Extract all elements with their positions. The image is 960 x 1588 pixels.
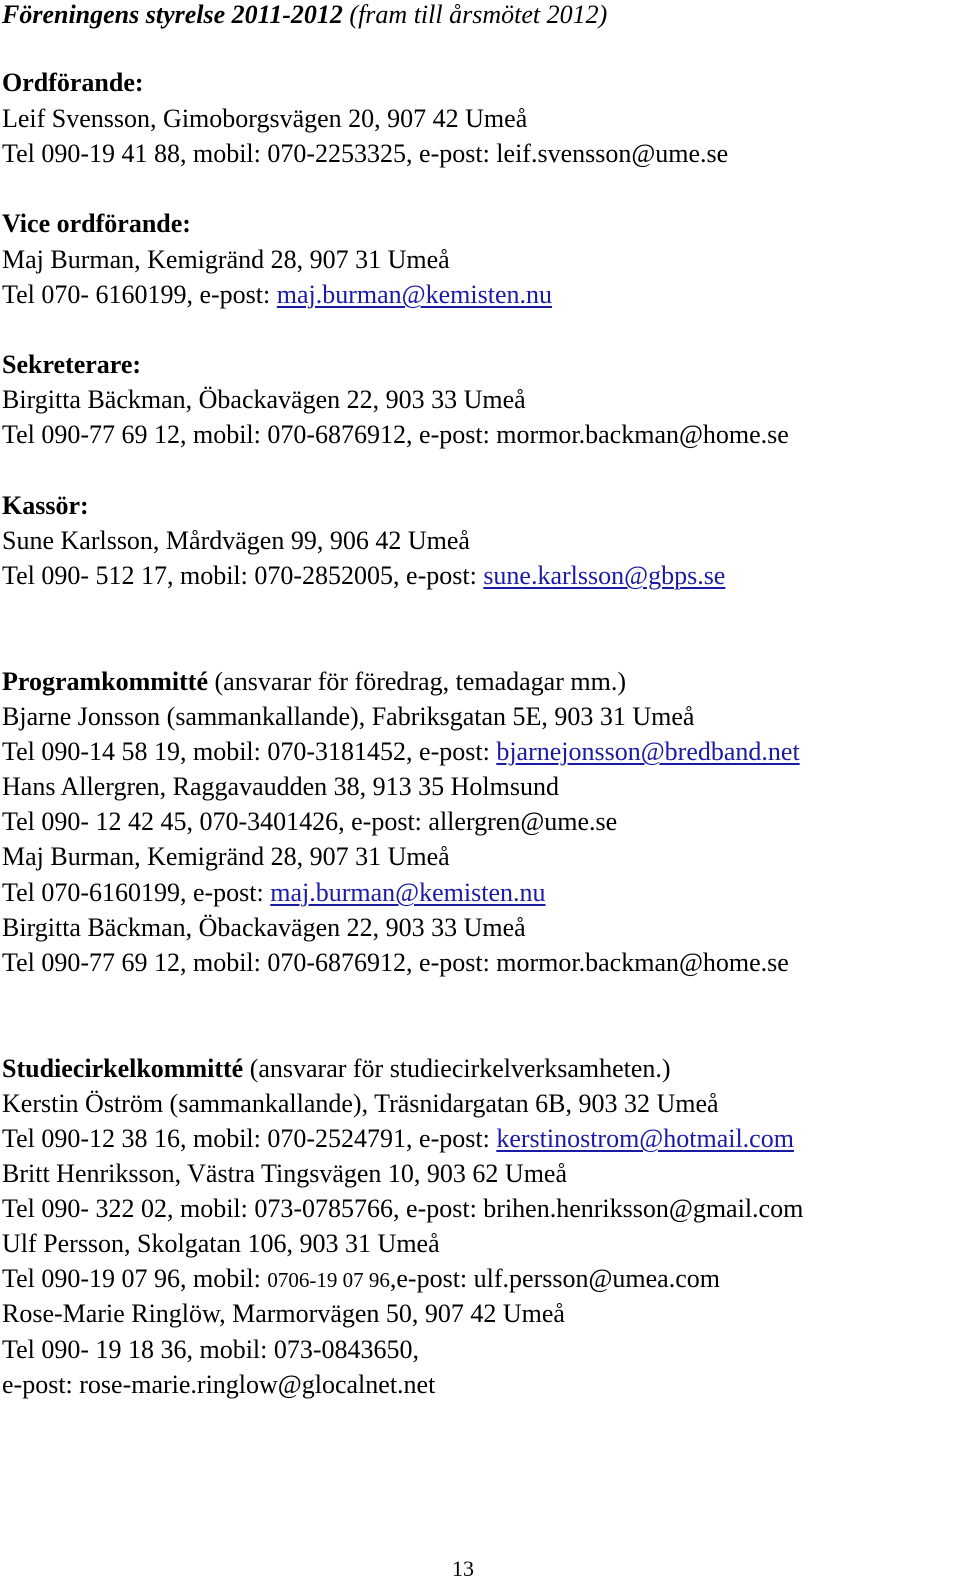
program-line-6-text: Tel 070-6160199, e-post: [2,878,271,907]
study-line-2-text: Tel 090-12 38 16, mobil: 070-2524791, e-post: [2,1124,497,1153]
treasurer-contact-text: Tel 090- 512 17, mobil: 070-2852005, e-post: [2,561,484,590]
study-line-5: Ulf Persson, Skolgatan 106, 903 31 Umeå [2,1229,440,1258]
study-line-7: Rose-Marie Ringlöw, Marmorvägen 50, 907 42 Umeå [2,1299,565,1328]
secretary-address: Birgitta Bäckman, Öbackavägen 22, 903 33 Umeå [2,385,526,414]
chair-heading: Ordförande: [2,68,144,97]
program-committee-heading [2,667,626,697]
study-email-link-kerstin[interactable]: kerstinostrom@hotmail.com [496,1124,794,1153]
program-line-2-text: Tel 090-14 58 19, mobil: 070-3181452, e-post: [2,737,497,766]
study-line-6 [2,1264,720,1295]
title-text: Föreningens styrelse 2011-2012 [2,0,343,29]
vice-chair-email-link[interactable]: maj.burman@kemisten.nu [276,280,552,309]
vice-chair-contact-text: Tel 070- 6160199, e-post: [2,280,277,309]
program-line-6 [2,878,546,908]
treasurer-heading: Kassör: [2,491,89,520]
program-line-5: Maj Burman, Kemigränd 28, 907 31 Umeå [2,842,450,871]
study-line-8: Tel 090- 19 18 36, mobil: 073-0843650, [2,1335,420,1364]
program-line-7: Birgitta Bäckman, Öbackavägen 22, 903 33 Umeå [2,913,526,942]
page-number: 13 [452,1556,474,1581]
treasurer-email-link[interactable]: sune.karlsson@gbps.se [483,561,726,590]
secretary-heading: Sekreterare: [2,350,142,379]
program-line-3: Hans Allergren, Raggavaudden 38, 913 35 Holmsund [2,772,559,801]
program-email-link-maj[interactable]: maj.burman@kemisten.nu [270,878,546,907]
program-email-link-bjarne[interactable]: bjarnejonsson@bredband.net [496,737,800,766]
page-title [2,0,607,30]
study-line-2 [2,1124,794,1154]
chair-contact: Tel 090-19 41 88, mobil: 070-2253325, e-post: leif.svensson@ume.se [2,139,729,168]
treasurer-address: Sune Karlsson, Mårdvägen 99, 906 42 Umeå [2,526,470,555]
program-line-1: Bjarne Jonsson (sammankallande), Fabriksgatan 5E, 903 31 Umeå [2,702,695,731]
program-committee-title: Programkommitté [2,667,209,696]
study-line-1: Kerstin Öström (sammankallande), Träsnidargatan 6B, 903 32 Umeå [2,1089,719,1118]
secretary-contact: Tel 090-77 69 12, mobil: 070-6876912, e-post: mormor.backman@home.se [2,420,789,449]
study-line-6-email-text: ,e-post: ulf.persson@umea.com [389,1264,720,1293]
program-committee-note: (ansvarar för föredrag, temadagar mm.) [208,667,626,696]
chair-address: Leif Svensson, Gimoborgsvägen 20, 907 42 Umeå [2,104,528,133]
program-line-2 [2,737,800,767]
study-line-4: Tel 090- 322 02, mobil: 073-0785766, e-post: brihen.henriksson@gmail.com [2,1194,804,1223]
title-note: (fram till årsmötet 2012) [349,0,608,29]
program-line-4: Tel 090- 12 42 45, 070-3401426, e-post: allergren@ume.se [2,807,618,836]
program-line-8: Tel 090-77 69 12, mobil: 070-6876912, e-post: mormor.backman@home.se [2,948,789,977]
study-line-9: e-post: rose-marie.ringlow@glocalnet.net [2,1370,436,1399]
study-line-6-mobile: 0706-19 07 96 [267,1268,390,1292]
study-committee-heading [2,1054,671,1084]
vice-chair-heading: Vice ordförande: [2,209,191,238]
treasurer-contact [2,561,725,591]
vice-chair-address: Maj Burman, Kemigränd 28, 907 31 Umeå [2,245,450,274]
study-committee-title: Studiecirkelkommitté [2,1054,244,1083]
study-line-3: Britt Henriksson, Västra Tingsvägen 10, 903 62 Umeå [2,1159,567,1188]
vice-chair-contact [2,280,552,310]
study-line-6-text: Tel 090-19 07 96, mobil: [2,1264,268,1293]
study-committee-note: (ansvarar för studiecirkelverksamheten.) [243,1054,671,1083]
